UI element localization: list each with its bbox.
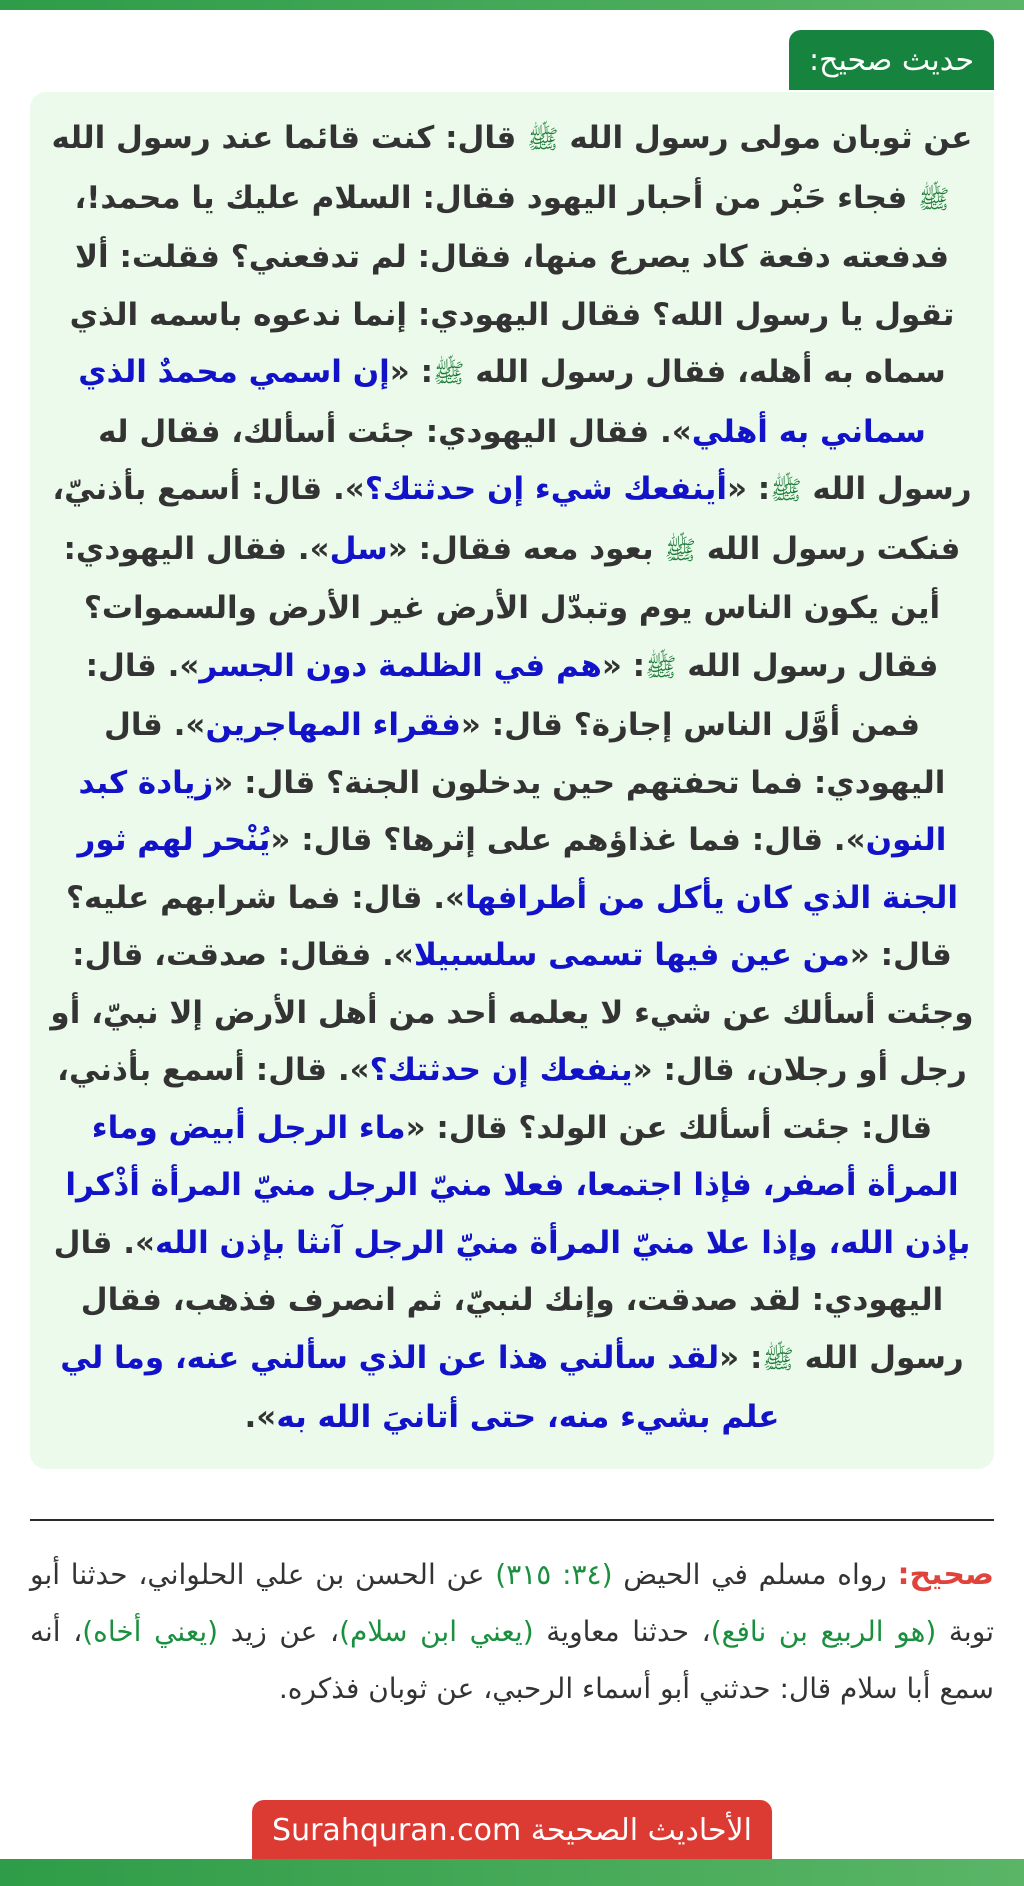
takhrij-segment: رواه مسلم في الحيض [612,1558,898,1591]
hadith-segment: ». قال: فما غذاؤهم على إثرها؟ قال: « [270,822,866,858]
takhrij-reference: (٣٤: ٣١٥) [495,1558,613,1591]
salutation-symbol: ﷺ [762,1344,794,1375]
takhrij-note: (هو الربيع بن نافع) [710,1615,937,1648]
prophet-quote: لقد سألني هذا عن الذي سألني عنه، وما لي علم بشيء منه، حتى أتانيَ الله به [60,1339,780,1435]
salutation-symbol: ﷺ [433,359,465,389]
salutation-symbol: ﷺ [918,184,950,215]
prophet-quote: ينفعك إن حدثتك؟ [369,1052,633,1088]
hadith-box [30,92,994,1469]
prophet-quote: أينفعك شيء إن حدثتك؟ [364,471,727,507]
prophet-quote: يُنْحر لهم ثور الجنة الذي كان يأكل من أطرافها [77,822,958,916]
takhrij-segment: ، حدثنا معاوية [533,1615,711,1648]
salutation-symbol: ﷺ [770,476,802,506]
hadith-segment: ». فقال: صدقت، قال: وجئت أسألك عن شيء لا يعلمه أحد من أهل الأرض إلا نبيّ، أو رجل أو رجلان، قال: « [50,937,974,1088]
takhrij-note: (يعني أخاه) [82,1615,219,1648]
prophet-quote: إن اسمي محمدٌ الذي سماني به أهلي [78,354,926,450]
hadith-segment: ». قال: أسمع بأذني، قال: جئت أسألك عن الولد؟ قال: « [57,1052,933,1146]
salutation-symbol: ﷺ [645,652,677,683]
salutation-symbol: ﷺ [664,535,696,566]
hadith-segment: ». قال: فما شرابهم عليه؟ قال: « [66,879,952,973]
prophet-quote: سل [329,530,388,567]
takhrij-grade: صحيح: [897,1557,994,1592]
takhrij-note: (يعني ابن سلام) [339,1615,534,1648]
takhrij-segment: ، عن زيد [218,1615,340,1648]
prophet-quote: من عين فيها تسمى سلسبيلا [413,937,850,973]
prophet-quote: فقراء المهاجرين [205,707,461,743]
hadith-segment: ». قال: فمن أوَّل الناس إجازة؟ قال: « [85,647,920,743]
hadith-segment: ». فقال اليهودي: جئت أسألك، فقال له رسول الله [98,413,972,507]
prophet-quote: زيادة كبد النون [78,764,947,858]
source-badge: الأحاديث الصحيحة Surahquran.com [252,1800,772,1862]
prophet-quote: هم في الظلمة دون الجسر [199,647,602,684]
salutation-symbol: ﷺ [527,125,559,155]
hadith-segment: ». فقال اليهودي: أين يكون الناس يوم وتبدّل الأرض غير الأرض والسموات؟ فقال رسول الله [63,530,941,684]
hadith-segment: : « [726,471,771,507]
hadith-segment: قال: كنت قائما عند رسول الله [51,120,528,156]
hadith-segment: ». قال اليهودي: فما تحفتهم حين يدخلون الجنة؟ قال: « [104,707,946,801]
hadith-segment: فجاء حَبْر من أحبار اليهود فقال: السلام عليك يا محمد!، فدفعته دفعة كاد يصرع منها، فقال: لم تدفعني؟ فقلت: ألا تقول يا رسول الله؟ فقال اليهودي: إنما ندعوه باسمه الذي سماه به أهله، فقال رسول الله [69,179,955,390]
takhrij-text [30,1546,994,1717]
hadith-segment: : « [719,1339,763,1376]
hadith-segment: : « [389,354,434,390]
takhrij-segment: عن الحسن بن علي الحلواني، حدثنا أبو توبة [30,1558,994,1648]
top-accent-bar [0,0,1024,10]
takhrij-segment: ، أنه سمع أبا سلام قال: حدثني أبو أسماء الرحبي، عن ثوبان فذكره. [30,1615,994,1705]
hadith-segment: بعود معه فقال: « [387,530,665,567]
hadith-grade-label: حديث صحيح: [789,30,994,90]
hadith-segment: : « [601,647,646,684]
hadith-text [48,110,976,1447]
hadith-segment: ». قال: أسمع بأذنيّ، فنكت رسول الله [52,471,961,567]
hadith-segment: ». قال اليهودي: لقد صدقت، وإنك لنبيّ، ثم انصرف فذهب، فقال رسول الله [53,1224,964,1376]
section-divider [30,1519,994,1521]
hadith-segment: عن ثوبان مولى رسول الله [558,120,973,156]
prophet-quote: ماء الرجل أبيض وماء المرأة أصفر، فإذا اجتمعا، فعلا منيّ الرجل منيّ المرأة أذْكرا بإذن الله، وإذا علا منيّ المرأة منيّ الرجل آنثا بإذن الله [65,1109,971,1261]
hadith-segment: ». [244,1399,277,1435]
bottom-accent-bar [0,1859,1024,1886]
